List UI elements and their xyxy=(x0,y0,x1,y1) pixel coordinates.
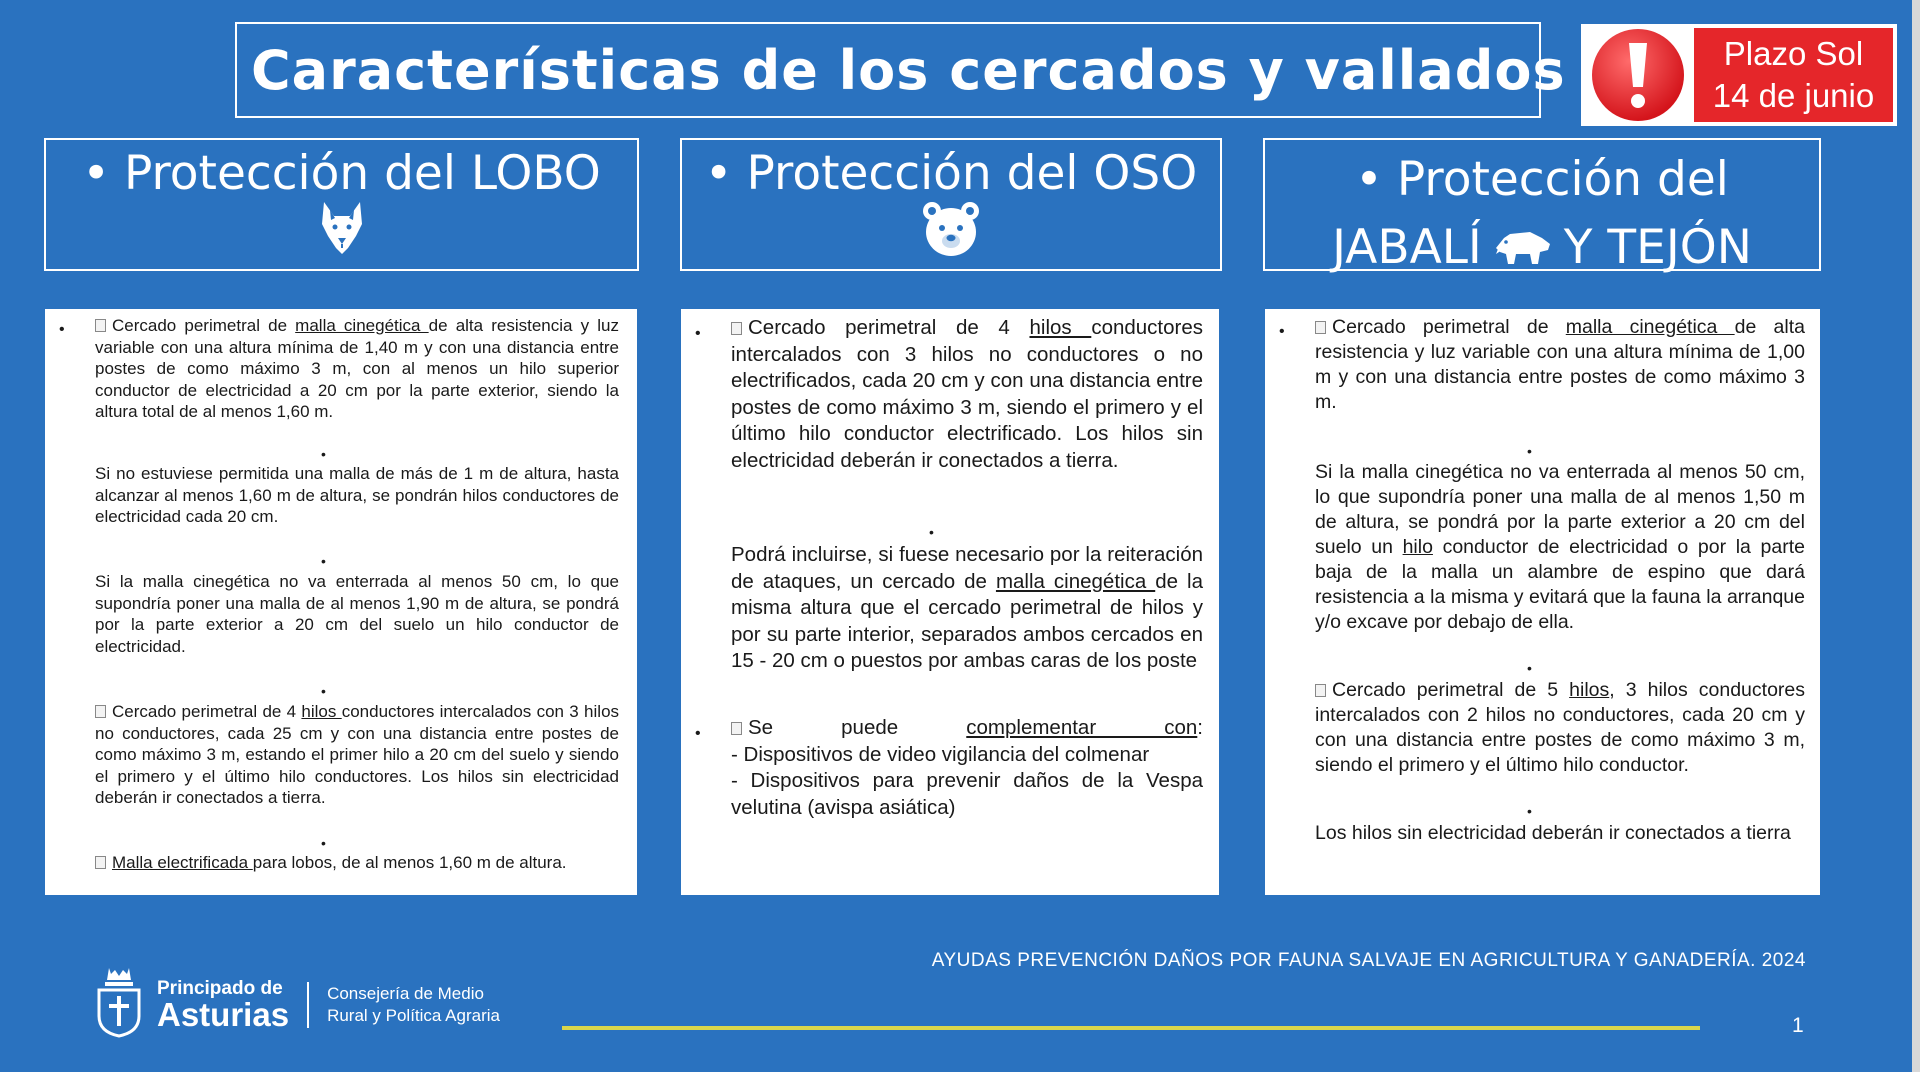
checkbox-icon xyxy=(95,705,106,718)
deadline-line2: 14 de junio xyxy=(1712,77,1875,114)
jabali-paragraph-1: Cercado perimetral de malla cinegética de alta resistencia y luz variable con una altura mínima de 1,00 m y con una distancia entre postes de como máximo 3 m. xyxy=(1315,316,1805,413)
lobo-paragraph-3: Si la malla cinegética no va enterrada al menos 50 cm, lo que supondría poner una malla de al menos 1,90 m de altura, se pondrá por la parte exterior a 20 cm del suelo un hilo conductor de electricidad. xyxy=(95,572,619,656)
header-lobo: • Protección del LOBO xyxy=(44,138,639,271)
header-oso-title: Protección del OSO xyxy=(746,146,1198,201)
lobo-paragraph-1: Cercado perimetral de malla cinegética de alta resistencia y luz variable con una altura mínima de 1,40 m y con una distancia entre postes de como máximo 3 m, con al menos un hilo superior conductor de electricidad a 20 cm por la parte exterior, siendo la altura total de al menos 1,60 m. xyxy=(95,316,620,421)
header-jabali-title: Protección del xyxy=(1396,152,1729,207)
boar-icon xyxy=(1494,228,1552,268)
lobo-paragraph-5: Malla electrificada para lobos, de al menos 1,60 m de altura. xyxy=(95,852,619,874)
panel-jabali: • Cercado perimetral de malla cinegética de alta resistencia y luz variable con una altura mínima de 1,00 m y con una distancia entre postes de como máximo 3 m. • Si la malla cinegética no va enterrada al menos 50 cm, lo que supondría poner una malla de al menos 1,50 m de altura, se pondrá por la parte exterior a 20 cm del suelo un hilo conductor de electricidad o por la parte baja de la malla un alambre de espino que dará resistencia a la misma y evitará que la fauna la arranque y/o excave por debajo de ella. • Cercado perimetral de 5 hilos, 3 hilos conductores intercalados con 2 hilos no conductores, cada 20 cm y con una distancia entre postes de como máximo 3 m, siendo el primero y el último hilo conductor. • Los hilos sin electricidad deberán ir conectados a tierra xyxy=(1265,309,1820,895)
checkbox-icon xyxy=(95,856,106,869)
checkbox-icon xyxy=(1315,321,1326,334)
header-jabali-name: JABALÍ xyxy=(1332,220,1482,275)
panel-lobo: • Cercado perimetral de malla cinegética de alta resistencia y luz variable con una altura mínima de 1,40 m y con una distancia entre postes de como máximo 3 m, con al menos un hilo superior conductor de electricidad a 20 cm por la parte exterior, siendo la altura total de al menos 1,60 m. • Si no estuviese permitida una malla de más de 1 m de altura, hasta alcanzar al menos 1,60 m de altura, se pondrán hilos conductores de electricidad cada 20 cm. • Si la malla cinegética no va enterrada al menos 50 cm, lo que supondría poner una malla de al menos 1,90 m de altura, se pondrá por la parte exterior a 20 cm del suelo un hilo conductor de electricidad. • Cercado perimetral de 4 hilos conductores intercalados con 3 hilos no conductores, cada 25 cm y con una distancia entre postes de como máximo 3 m, estando el primer hilo a 20 cm del suelo y siendo el primero y el último hilo conductores. Los hilos sin electricidad deberán ir conectados a tierra. • Malla electrificada para lobos, de al menos 1,60 m de altura. xyxy=(45,309,637,895)
logo-separator xyxy=(307,982,309,1028)
window-edge xyxy=(1912,0,1920,1072)
jabali-paragraph-3: Cercado perimetral de 5 hilos, 3 hilos conductores intercalados con 2 hilos no conductores, cada 20 cm y con una distancia entre postes de como máximo 3 m, siendo el primero y el último hilo conductor. xyxy=(1315,679,1805,776)
panel-oso: • Cercado perimetral de 4 hilos conductores intercalados con 3 hilos no conductores o no electrificados, cada 20 cm y con una distancia entre postes de como máximo 3 m, siendo el primero y el último hilo conductor electrificado. Los hilos sin electricidad deberán ir conectados a tierra. • Podrá incluirse, si fuese necesario por la reiteración de ataques, un cercado de malla cinegética de la misma altura que el cercado perimetral de hilos y por su parte interior, separados ambos cercados en 15 - 20 cm o puestos por ambas caras de los poste • Se puede complementar con: - Dispositivos de video vigilancia del colmenar - Dispositivos para prevenir daños de la Vespa velutina (avispa asiática) xyxy=(681,309,1219,895)
wolf-icon xyxy=(46,200,637,260)
header-oso: • Protección del OSO xyxy=(680,138,1222,271)
exclamation-icon xyxy=(1581,24,1694,126)
footer-program: AYUDAS PREVENCIÓN DAÑOS POR FAUNA SALVAJE EN AGRICULTURA Y GANADERÍA. 2024 xyxy=(931,950,1806,971)
jabali-paragraph-4: Los hilos sin electricidad deberán ir conectados a tierra xyxy=(1315,822,1791,844)
bear-icon xyxy=(682,200,1220,262)
logo-department: Consejería de Medio Rural y Política Agraria xyxy=(327,983,500,1025)
oso-paragraph-2: Podrá incluirse, si fuese necesario por la reiteración de ataques, un cercado de malla cinegética de la misma altura que el cercado perimetral de hilos y por su parte interior, separados ambos cercados en 15 - 20 cm o puestos por ambas caras de los poste xyxy=(731,543,1203,672)
checkbox-icon xyxy=(731,322,742,335)
oso-paragraph-3: Se puede complementar con: - Dispositivos de video vigilancia del colmenar - Dispositivos para prevenir daños de la Vespa velutina (avispa asiática) xyxy=(731,715,1203,821)
checkbox-icon xyxy=(1315,684,1326,697)
checkbox-icon xyxy=(731,722,742,735)
jabali-paragraph-2: Si la malla cinegética no va enterrada al menos 50 cm, lo que supondría poner una malla de al menos 1,50 m de altura, se pondrá por la parte exterior a 20 cm del suelo un hilo conductor de electricidad o por la parte baja de la malla un alambre de espino que dará resistencia a la misma y evitará que la fauna la arranque y/o excave por debajo de ella. xyxy=(1315,461,1805,633)
deadline-badge xyxy=(1581,24,1897,126)
lobo-paragraph-4: Cercado perimetral de 4 hilos conductores intercalados con 3 hilos no conductores, cada 25 cm y con una distancia entre postes de como máximo 3 m, estando el primer hilo a 20 cm del suelo y siendo el primero y el último hilo conductores. Los hilos sin electricidad deberán ir conectados a tierra. xyxy=(95,702,620,807)
oso-list-item-1: - Dispositivos de video vigilancia del colmenar xyxy=(731,742,1150,766)
crest-icon xyxy=(95,966,143,1043)
checkbox-icon xyxy=(95,319,106,332)
deadline-line1: Plazo Sol xyxy=(1723,35,1864,72)
oso-paragraph-1: Cercado perimetral de 4 hilos conductores intercalados con 3 hilos no conductores o no electrificados, cada 20 cm y con una distancia entre postes de como máximo 3 m, siendo el primero y el último hilo conductor electrificado. Los hilos sin electricidad deberán ir conectados a tierra. xyxy=(731,316,1203,472)
title-box xyxy=(235,22,1566,118)
header-lobo-title: Protección del LOBO xyxy=(123,146,601,201)
page-number: 1 xyxy=(1792,1014,1804,1037)
page-title: Características de los cercados y vallados xyxy=(251,38,1566,102)
logo xyxy=(95,966,500,1043)
oso-list-item-2: - Dispositivos para prevenir daños de la Vespa velutina (avispa asiática) xyxy=(731,769,1203,819)
logo-name: Principado de Asturias xyxy=(157,977,290,1033)
deadline-text xyxy=(1694,28,1893,122)
footer-divider xyxy=(562,1026,1700,1030)
header-tejon-name: Y TEJÓN xyxy=(1563,220,1752,275)
header-jabali: • Protección del JABALÍ Y TEJÓN xyxy=(1263,138,1821,271)
lobo-paragraph-2: Si no estuviese permitida una malla de más de 1 m de altura, hasta alcanzar al menos 1,60 m de altura, se pondrán hilos conductores de electricidad cada 20 cm. xyxy=(95,464,619,526)
